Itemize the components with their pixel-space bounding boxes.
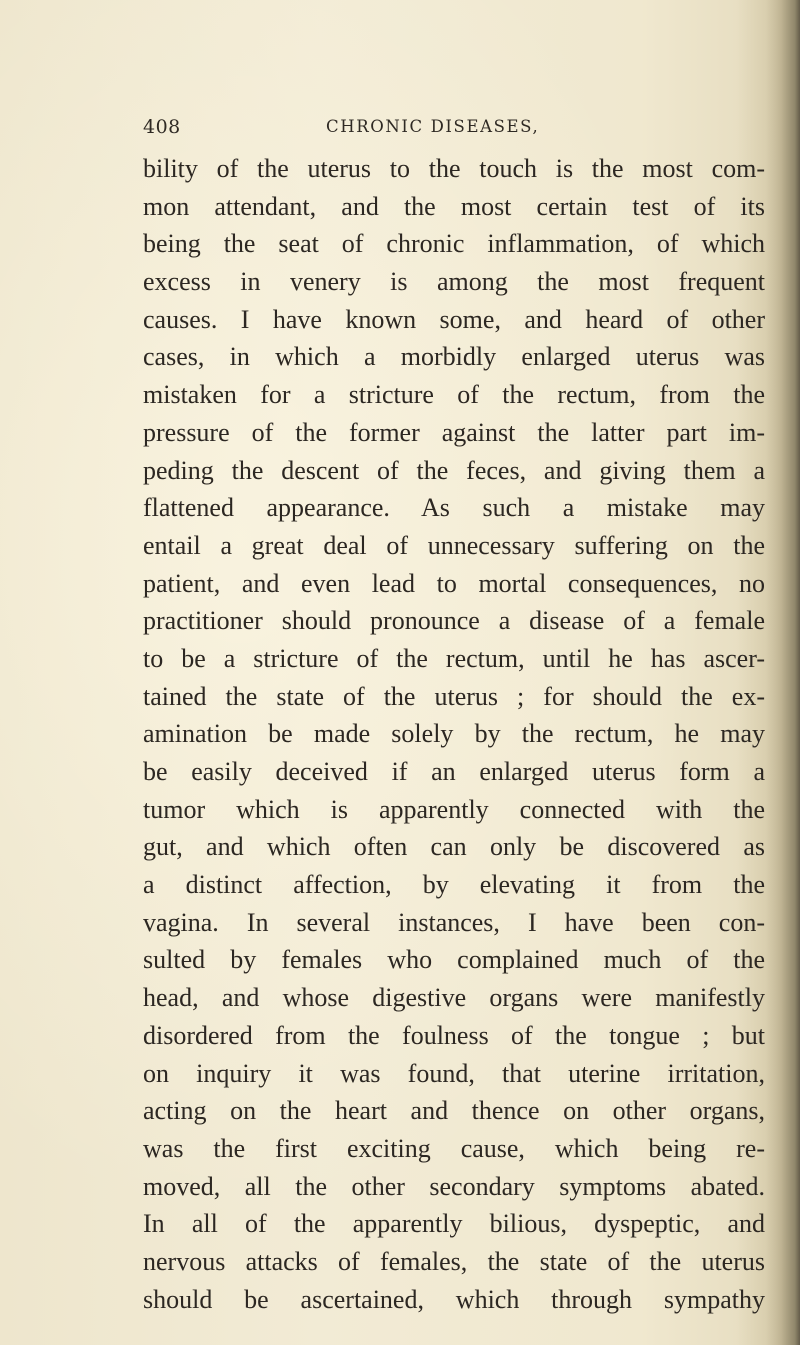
text-line: nervous attacks of females, the state of the uterus bbox=[143, 1246, 765, 1276]
page-header bbox=[143, 116, 663, 142]
text-line: a distinct affection, by elevating it from the bbox=[143, 870, 765, 900]
text-line: head, and whose digestive organs were manifestly bbox=[143, 983, 765, 1013]
text-line: being the seat of chronic inflammation, of which bbox=[143, 229, 765, 259]
text-line: mistaken for a stricture of the rectum, from the bbox=[143, 380, 765, 410]
text-line: flattened appearance. As such a mistake may bbox=[143, 493, 765, 523]
text-line: should be ascertained, which through sympathy bbox=[143, 1284, 765, 1314]
text-line: causes. I have known some, and heard of other bbox=[143, 304, 765, 334]
text-line: on inquiry it was found, that uterine irritation, bbox=[143, 1058, 765, 1088]
text-line: to be a stricture of the rectum, until he has ascer- bbox=[143, 643, 765, 673]
text-line: be easily deceived if an enlarged uterus form a bbox=[143, 757, 765, 786]
text-line: sulted by females who complained much of the bbox=[143, 945, 765, 975]
text-line: tumor which is apparently connected with the bbox=[143, 794, 765, 824]
text-line: entail a great deal of unnecessary suffering on the bbox=[143, 530, 765, 560]
body-text bbox=[143, 150, 765, 1318]
text-line: was the first exciting cause, which being re- bbox=[143, 1133, 765, 1163]
text-line: amination be made solely by the rectum, he may bbox=[143, 719, 765, 749]
text-line: moved, all the other secondary symptoms abated. bbox=[143, 1171, 765, 1201]
text-line: vagina. In several instances, I have been con- bbox=[143, 907, 765, 937]
text-line: patient, and even lead to mortal consequences, no bbox=[143, 568, 765, 598]
text-line: cases, in which a morbidly enlarged uterus was bbox=[143, 342, 765, 372]
page-number: 408 bbox=[143, 116, 181, 138]
page-gutter-shadow bbox=[766, 0, 800, 1345]
text-line: pressure of the former against the latter part im- bbox=[143, 417, 765, 447]
text-line: tained the state of the uterus ; for should the ex- bbox=[143, 681, 765, 711]
running-title: CHRONIC DISEASES, bbox=[326, 117, 540, 136]
text-line: excess in venery is among the most frequent bbox=[143, 267, 765, 297]
text-line: practitioner should pronounce a disease of a female bbox=[143, 606, 765, 636]
text-line: disordered from the foulness of the tongue ; but bbox=[143, 1020, 765, 1050]
text-line: mon attendant, and the most certain test of its bbox=[143, 191, 765, 221]
text-line: acting on the heart and thence on other organs, bbox=[143, 1096, 765, 1126]
text-line: bility of the uterus to the touch is the most com- bbox=[143, 154, 765, 183]
text-line: gut, and which often can only be discovered as bbox=[143, 832, 765, 862]
text-line: peding the descent of the feces, and giving them a bbox=[143, 455, 765, 485]
text-line: In all of the apparently bilious, dyspeptic, and bbox=[143, 1209, 765, 1239]
